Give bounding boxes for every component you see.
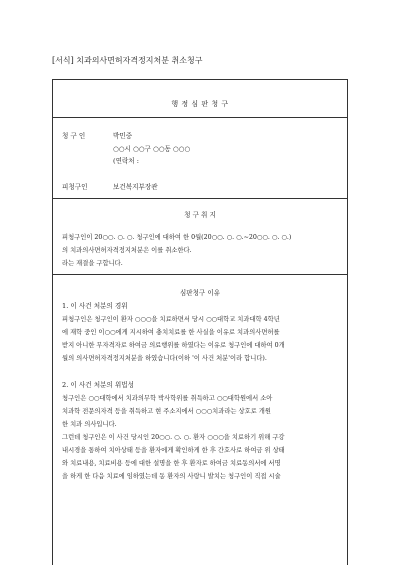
respondent-name: 보건복지부장관 bbox=[113, 183, 158, 191]
divider bbox=[53, 117, 347, 118]
reasons-heading: 심판청구 이유 bbox=[179, 289, 221, 297]
section-title: 2. 이 사건 처분의 위법성 bbox=[62, 381, 135, 389]
divider bbox=[53, 274, 347, 275]
section-line: 와 치료내용, 치료비용 등에 대한 설명을 한 후 환자로 하여금 치료동의서에 서명 bbox=[62, 460, 281, 467]
purpose-line: 피청구인이 20○○. ○. ○. 청구인에 대하여 한 0월(20○○. ○. ○.~20○○. ○. ○.) bbox=[62, 234, 292, 241]
claimant-label: 청 구 인 bbox=[62, 132, 86, 140]
section-line: 월의 의사면허자격정지처분을 하였습니다(이하 '이 사건 처분'이라 합니다). bbox=[62, 355, 267, 362]
section-line: 내시경을 통하여 치아상태 등을 환자에게 확인하게 한 후 간호사로 하여금 위 상태 bbox=[62, 447, 285, 454]
section-line: 청구인은 ○○대학에서 치과의무학 박사학위를 취득하고 ○○대학원에서 소아 bbox=[62, 395, 273, 402]
section-line: 을 하게 한 다음 치료에 임하였는데 동 환자의 사랑니 발치는 청구인이 직접 시술 bbox=[62, 473, 281, 480]
section-line: 피청구인은 청구인이 환자 ○○○을 치료하면서 당시 ○○대학교 치과대학 4학년 bbox=[62, 316, 280, 323]
form-header: [서식] 치과의사면허자격정지처분 취소청구 bbox=[52, 56, 203, 65]
form-title: 행 정 심 판 청 구 bbox=[171, 100, 229, 108]
section-line: 에 재학 중인 이○○에게 지시하여 충치치료를 한 사실을 이유로 치과의사면허를 bbox=[62, 329, 280, 336]
purpose-line: 라는 재결을 구합니다. bbox=[62, 260, 123, 267]
purpose-heading: 청 구 취 지 bbox=[184, 211, 216, 219]
purpose-line: 의 치과의사면허자격정지처분은 이를 취소한다. bbox=[62, 247, 192, 254]
divider bbox=[53, 198, 347, 199]
section-line: 받지 아니한 무자격자로 하여금 의료행위를 하였다는 이유로 청구인에 대하여 0개 bbox=[62, 342, 285, 349]
section-line: 그런데 청구인은 이 사건 당시인 20○○. ○. ○. 환자 ○○○을 치료하기 위해 구강 bbox=[62, 434, 285, 441]
section-title: 1. 이 사건 처분의 경위 bbox=[62, 302, 128, 310]
petition-form bbox=[52, 79, 348, 565]
claimant-contact: (연락처 : bbox=[113, 157, 139, 165]
section-line: 한 치과 의사입니다. bbox=[62, 421, 117, 428]
section-line: 치과학 전문의자격 등을 취득하고 현 주소지에서 ○○○치과라는 상호로 개원 bbox=[62, 408, 271, 415]
claimant-address: ○○시 ○○구 ○○동 ○○○ bbox=[113, 145, 191, 153]
respondent-label: 피청구인 bbox=[62, 183, 88, 191]
claimant-name: 박민중 bbox=[113, 132, 133, 140]
